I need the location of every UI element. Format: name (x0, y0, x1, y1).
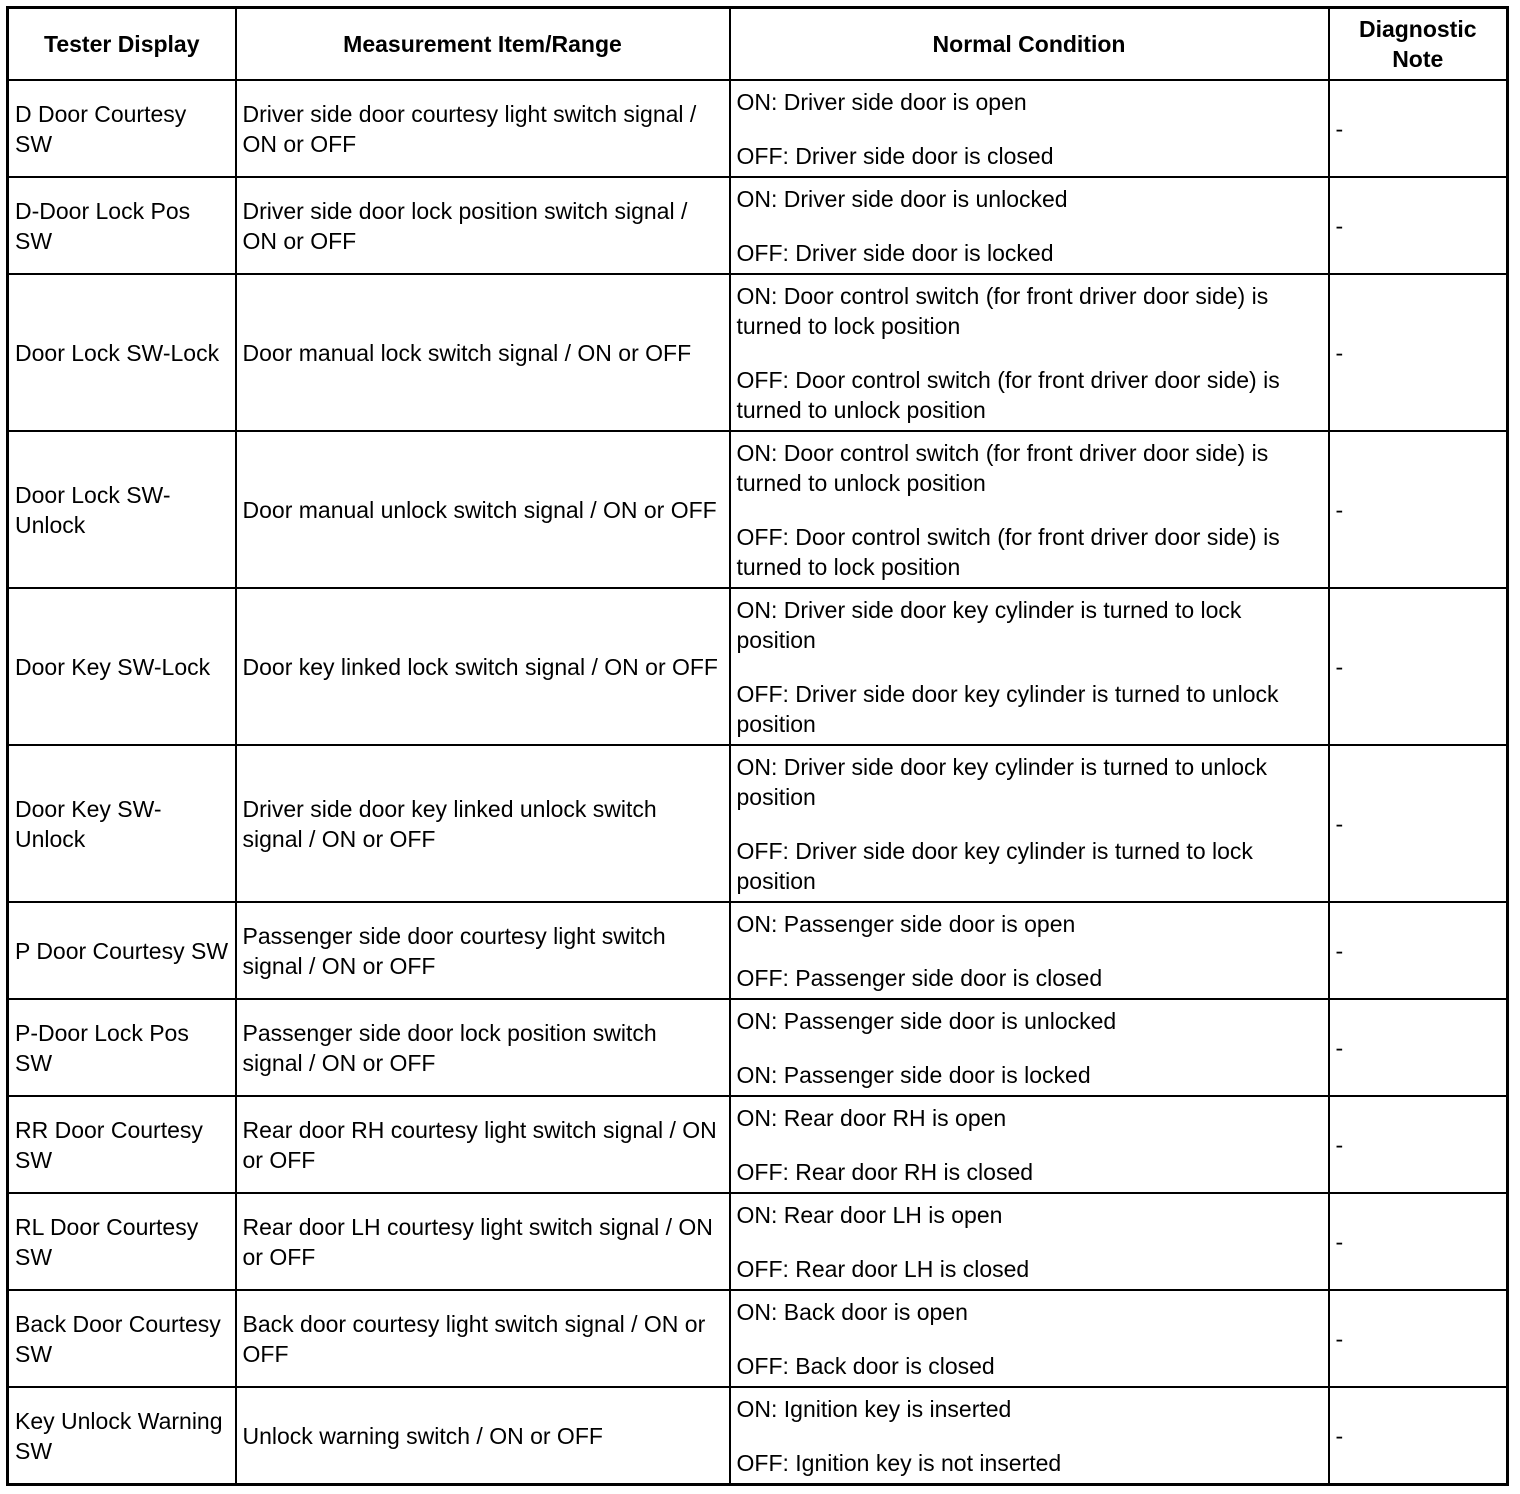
condition-on: ON: Ignition key is inserted (736, 1395, 1012, 1422)
diagnostic-note-cell: - (1329, 1193, 1508, 1290)
condition-off: OFF: Ignition key is not inserted (736, 1449, 1062, 1476)
table-row (8, 745, 1508, 902)
condition-on: ON: Driver side door key cylinder is turned to lock position (736, 596, 1242, 653)
condition-off: OFF: Back door is closed (736, 1352, 995, 1379)
table-row (8, 1096, 1508, 1193)
normal-condition-cell (730, 999, 1329, 1096)
measurement-cell: Driver side door lock position switch signal / ON or OFF (236, 177, 730, 274)
tester-display-cell: D-Door Lock Pos SW (8, 177, 236, 274)
tester-display-cell: P Door Courtesy SW (8, 902, 236, 999)
condition-off: OFF: Driver side door key cylinder is turned to lock position (736, 837, 1253, 894)
condition-on: ON: Door control switch (for front driver door side) is turned to lock position (736, 282, 1269, 339)
measurement-cell: Driver side door key linked unlock switch signal / ON or OFF (236, 745, 730, 902)
measurement-cell: Rear door RH courtesy light switch signal / ON or OFF (236, 1096, 730, 1193)
table-row (8, 1387, 1508, 1485)
normal-condition-cell (730, 588, 1329, 745)
table-row (8, 588, 1508, 745)
condition-on: ON: Driver side door key cylinder is turned to unlock position (736, 753, 1267, 810)
tester-display-cell: RR Door Courtesy SW (8, 1096, 236, 1193)
condition-off: OFF: Rear door RH is closed (736, 1158, 1034, 1185)
normal-condition-cell (730, 1387, 1329, 1485)
diagnostic-note-cell: - (1329, 274, 1508, 431)
table-header-row (8, 8, 1508, 81)
header-diagnostic-note: Diagnostic Note (1329, 8, 1508, 81)
header-normal-condition: Normal Condition (730, 8, 1329, 81)
normal-condition-cell (730, 1290, 1329, 1387)
tester-display-cell: Door Key SW-Unlock (8, 745, 236, 902)
tester-display-cell: Door Lock SW-Unlock (8, 431, 236, 588)
diagnostic-note-cell: - (1329, 80, 1508, 177)
normal-condition-cell (730, 177, 1329, 274)
measurement-cell: Rear door LH courtesy light switch signal / ON or OFF (236, 1193, 730, 1290)
diagnostic-note-cell: - (1329, 999, 1508, 1096)
diagnostic-note-cell: - (1329, 177, 1508, 274)
header-tester-display: Tester Display (8, 8, 236, 81)
condition-off: OFF: Driver side door is locked (736, 239, 1054, 266)
header-measurement: Measurement Item/Range (236, 8, 730, 81)
normal-condition-cell (730, 745, 1329, 902)
tester-display-cell: RL Door Courtesy SW (8, 1193, 236, 1290)
diagnostic-note-cell: - (1329, 1290, 1508, 1387)
normal-condition-cell (730, 1096, 1329, 1193)
condition-off: OFF: Door control switch (for front driver door side) is turned to unlock position (736, 366, 1280, 423)
table-row (8, 274, 1508, 431)
condition-on: ON: Back door is open (736, 1298, 968, 1325)
condition-on: ON: Passenger side door is open (736, 910, 1076, 937)
condition-on: ON: Door control switch (for front driver door side) is turned to unlock position (736, 439, 1269, 496)
condition-off: ON: Passenger side door is locked (736, 1061, 1091, 1088)
table-row (8, 999, 1508, 1096)
table-row (8, 1290, 1508, 1387)
tester-display-cell: D Door Courtesy SW (8, 80, 236, 177)
condition-on: ON: Rear door RH is open (736, 1104, 1007, 1131)
condition-off: OFF: Passenger side door is closed (736, 964, 1103, 991)
measurement-cell: Unlock warning switch / ON or OFF (236, 1387, 730, 1485)
normal-condition-cell (730, 431, 1329, 588)
condition-on: ON: Passenger side door is unlocked (736, 1007, 1117, 1034)
table-row (8, 80, 1508, 177)
diagnostic-note-cell: - (1329, 1096, 1508, 1193)
measurement-cell: Passenger side door courtesy light switch signal / ON or OFF (236, 902, 730, 999)
tester-display-cell: Door Key SW-Lock (8, 588, 236, 745)
normal-condition-cell (730, 1193, 1329, 1290)
measurement-cell: Door manual lock switch signal / ON or OFF (236, 274, 730, 431)
condition-off: OFF: Door control switch (for front driver door side) is turned to lock position (736, 523, 1280, 580)
tester-display-cell: Key Unlock Warning SW (8, 1387, 236, 1485)
condition-on: ON: Rear door LH is open (736, 1201, 1003, 1228)
data-list-table (6, 6, 1509, 1486)
measurement-cell: Door manual unlock switch signal / ON or OFF (236, 431, 730, 588)
tester-display-cell: Back Door Courtesy SW (8, 1290, 236, 1387)
normal-condition-cell (730, 902, 1329, 999)
table-row (8, 1193, 1508, 1290)
condition-on: ON: Driver side door is unlocked (736, 185, 1068, 212)
measurement-cell: Passenger side door lock position switch signal / ON or OFF (236, 999, 730, 1096)
table-row (8, 177, 1508, 274)
condition-off: OFF: Rear door LH is closed (736, 1255, 1030, 1282)
diagnostic-note-cell: - (1329, 1387, 1508, 1485)
tester-display-cell: P-Door Lock Pos SW (8, 999, 236, 1096)
diagnostic-note-cell: - (1329, 588, 1508, 745)
diagnostic-note-cell: - (1329, 745, 1508, 902)
condition-on: ON: Driver side door is open (736, 88, 1027, 115)
normal-condition-cell (730, 80, 1329, 177)
diagnostic-note-cell: - (1329, 902, 1508, 999)
measurement-cell: Driver side door courtesy light switch signal / ON or OFF (236, 80, 730, 177)
measurement-cell: Back door courtesy light switch signal / ON or OFF (236, 1290, 730, 1387)
condition-off: OFF: Driver side door is closed (736, 142, 1054, 169)
condition-off: OFF: Driver side door key cylinder is turned to unlock position (736, 680, 1279, 737)
normal-condition-cell (730, 274, 1329, 431)
table-row (8, 902, 1508, 999)
tester-display-cell: Door Lock SW-Lock (8, 274, 236, 431)
measurement-cell: Door key linked lock switch signal / ON or OFF (236, 588, 730, 745)
diagnostic-note-cell: - (1329, 431, 1508, 588)
table-row (8, 431, 1508, 588)
